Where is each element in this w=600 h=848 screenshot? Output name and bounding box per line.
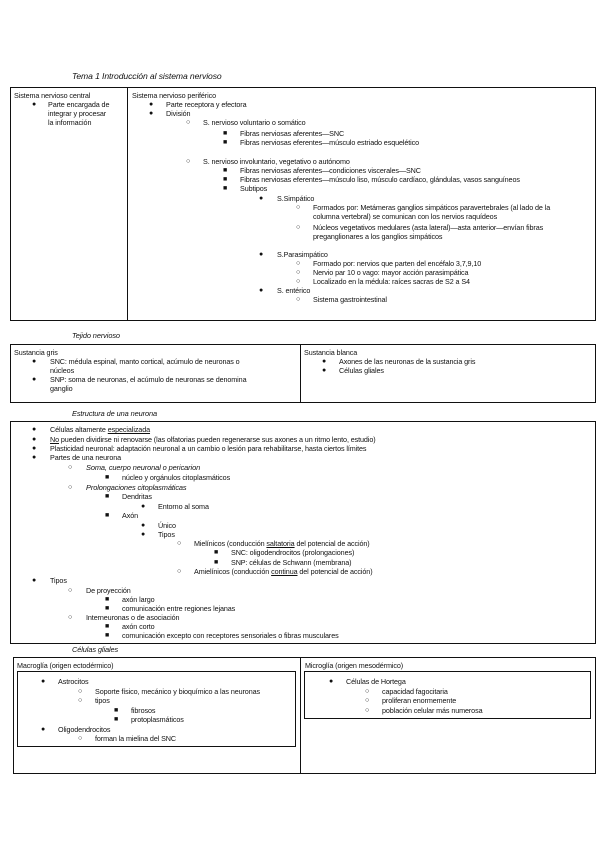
square-bullet-icon: ■ bbox=[114, 707, 119, 714]
white-matter-heading: Sustancia blanca bbox=[304, 348, 358, 357]
macroglia-heading: Macroglía (origen ectodérmico) bbox=[17, 661, 114, 670]
circle-bullet-icon: ○ bbox=[296, 269, 301, 276]
bullet-icon: ● bbox=[329, 678, 334, 685]
bullet-icon: ● bbox=[41, 678, 46, 685]
square-bullet-icon: ■ bbox=[105, 623, 110, 630]
square-bullet-icon: ■ bbox=[105, 632, 110, 639]
section-title-tejido: Tejido nervioso bbox=[72, 331, 120, 340]
section-title-glia: Células gliales bbox=[72, 645, 119, 654]
bullet-icon: ● bbox=[32, 376, 37, 383]
square-bullet-icon: ■ bbox=[214, 559, 219, 566]
circle-bullet-icon: ○ bbox=[177, 568, 182, 575]
circle-bullet-icon: ○ bbox=[68, 587, 73, 594]
circle-bullet-icon: ○ bbox=[78, 688, 83, 695]
square-bullet-icon: ■ bbox=[105, 512, 110, 519]
square-bullet-icon: ■ bbox=[105, 605, 110, 612]
square-bullet-icon: ■ bbox=[223, 185, 228, 192]
circle-bullet-icon: ○ bbox=[68, 614, 73, 621]
page-title: Tema 1 Introducción al sistema nervioso bbox=[72, 71, 222, 81]
circle-bullet-icon: ○ bbox=[365, 697, 370, 704]
square-bullet-icon: ■ bbox=[105, 596, 110, 603]
bullet-icon: ● bbox=[32, 436, 37, 443]
cns-heading: Sistema nervioso central bbox=[14, 91, 91, 100]
bullet-icon: ● bbox=[32, 445, 37, 452]
square-bullet-icon: ■ bbox=[105, 474, 110, 481]
circle-bullet-icon: ○ bbox=[78, 735, 83, 742]
bullet-icon: ● bbox=[259, 251, 264, 258]
section-title-neurona: Estructura de una neurona bbox=[72, 409, 158, 418]
circle-bullet-icon: ○ bbox=[296, 260, 301, 267]
circle-bullet-icon: ○ bbox=[186, 158, 191, 165]
circle-bullet-icon: ○ bbox=[68, 464, 73, 471]
bullet-icon: ● bbox=[259, 195, 264, 202]
bullet-icon: ● bbox=[141, 522, 146, 529]
circle-bullet-icon: ○ bbox=[177, 540, 182, 547]
square-bullet-icon: ■ bbox=[105, 493, 110, 500]
bullet-icon: ● bbox=[141, 531, 146, 538]
square-bullet-icon: ■ bbox=[214, 549, 219, 556]
square-bullet-icon: ■ bbox=[223, 176, 228, 183]
circle-bullet-icon: ○ bbox=[296, 278, 301, 285]
grey-matter-heading: Sustancia gris bbox=[14, 348, 58, 357]
square-bullet-icon: ■ bbox=[114, 716, 119, 723]
bullet-icon: ● bbox=[322, 367, 327, 374]
bullet-icon: ● bbox=[32, 101, 37, 108]
square-bullet-icon: ■ bbox=[223, 139, 228, 146]
square-bullet-icon: ■ bbox=[223, 167, 228, 174]
bullet-icon: ● bbox=[149, 101, 154, 108]
circle-bullet-icon: ○ bbox=[365, 688, 370, 695]
circle-bullet-icon: ○ bbox=[365, 707, 370, 714]
circle-bullet-icon: ○ bbox=[296, 224, 301, 231]
pns-heading: Sistema nervioso periférico bbox=[132, 91, 216, 100]
circle-bullet-icon: ○ bbox=[186, 119, 191, 126]
bullet-icon: ● bbox=[32, 426, 37, 433]
microglia-heading: Microglía (origen mesodérmico) bbox=[305, 661, 404, 670]
bullet-icon: ● bbox=[32, 454, 37, 461]
bullet-icon: ● bbox=[149, 110, 154, 117]
tissue-table bbox=[10, 344, 596, 403]
circle-bullet-icon: ○ bbox=[296, 204, 301, 211]
circle-bullet-icon: ○ bbox=[296, 296, 301, 303]
bullet-icon: ● bbox=[259, 287, 264, 294]
bullet-icon: ● bbox=[32, 577, 37, 584]
circle-bullet-icon: ○ bbox=[68, 484, 73, 491]
bullet-icon: ● bbox=[141, 503, 146, 510]
bullet-icon: ● bbox=[322, 358, 327, 365]
bullet-icon: ● bbox=[41, 726, 46, 733]
square-bullet-icon: ■ bbox=[223, 130, 228, 137]
bullet-icon: ● bbox=[32, 358, 37, 365]
circle-bullet-icon: ○ bbox=[78, 697, 83, 704]
